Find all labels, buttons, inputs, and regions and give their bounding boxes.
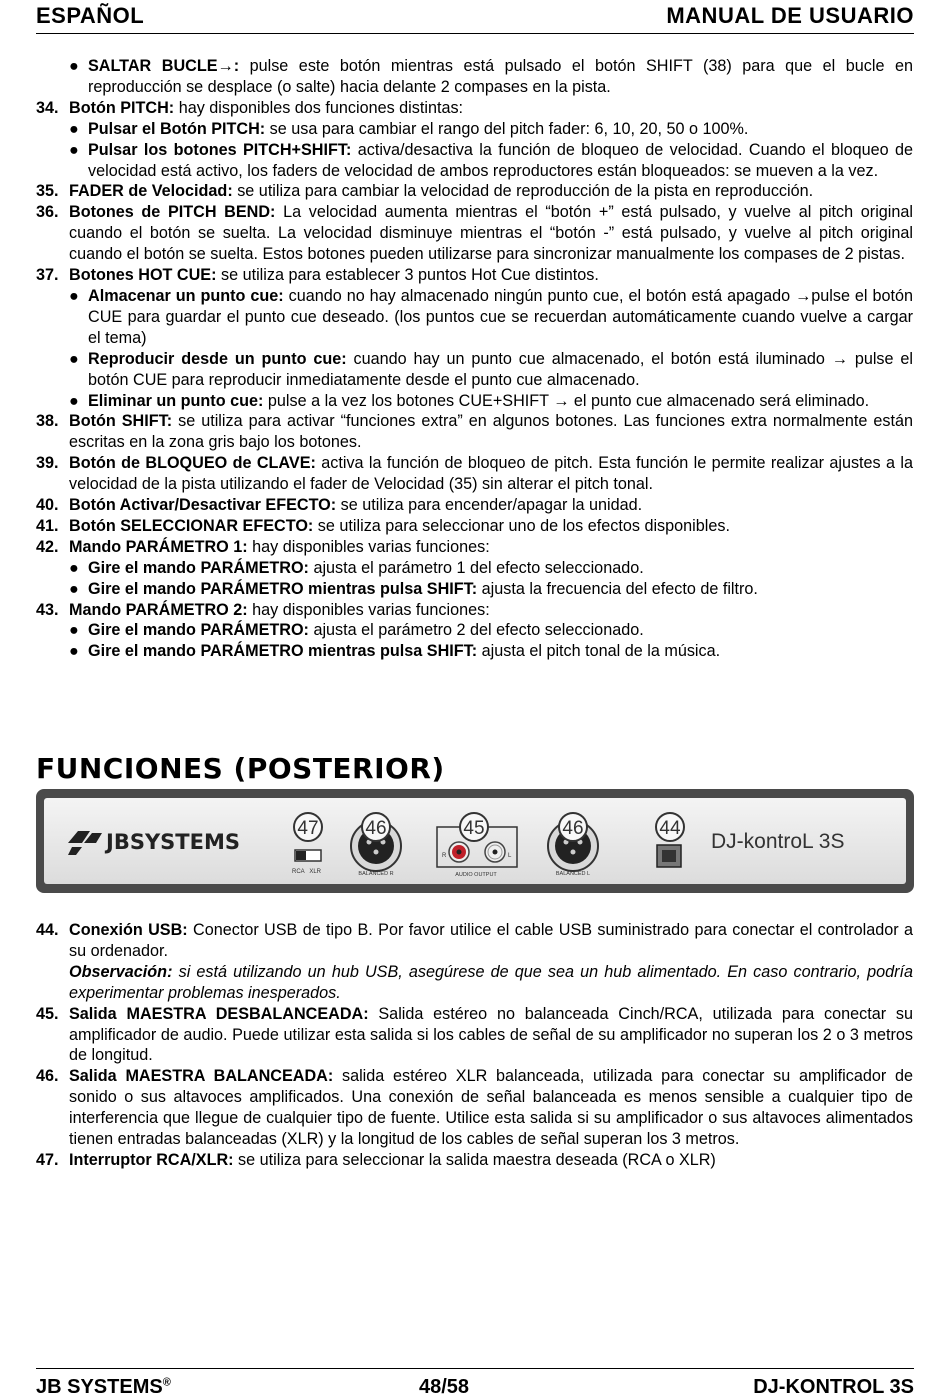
svg-text:46: 46 bbox=[562, 818, 584, 839]
svg-text:BALANCED L: BALANCED L bbox=[555, 871, 591, 877]
section-title: FUNCIONES (POSTERIOR) bbox=[36, 752, 445, 785]
svg-text:BALANCED R: BALANCED R bbox=[358, 871, 394, 877]
feature-list-rear bbox=[36, 920, 913, 1171]
list-item: 42. Mando PARÁMETRO 1: hay disponibles varias funciones: bbox=[36, 537, 490, 556]
brand-text: JBSYSTEMS bbox=[106, 830, 240, 854]
list-item: 35. FADER de Velocidad: se utiliza para cambiar la velocidad de reproducción de la pista en reproducción. bbox=[36, 182, 814, 201]
page-header bbox=[36, 0, 914, 34]
svg-text:AUDIO OUTPUT: AUDIO OUTPUT bbox=[455, 872, 497, 878]
list-item: ● Reproducir desde un punto cue: cuando hay un punto cue almacenado, el botón está iluminado → pulse el botón CUE para reproducir inmediatamente desde el punto cue almacenado. bbox=[69, 349, 914, 389]
list-item: 38. Botón SHIFT: se utiliza para activar “funciones extra” en algunos botones. Las funciones extra normalmente están escritas en la zona gris bajo los botones. bbox=[36, 412, 913, 452]
feature-list-top bbox=[36, 56, 913, 662]
footer-brand: JB SYSTEMS® bbox=[36, 1376, 171, 1398]
list-item: ● Eliminar un punto cue: pulse a la vez los botones CUE+SHIFT → el punto cue almacenado será eliminado. bbox=[69, 391, 870, 410]
list-item: ● Gire el mando PARÁMETRO: ajusta el parámetro 1 del efecto seleccionado. bbox=[69, 558, 644, 577]
list-item: 36. Botones de PITCH BEND: La velocidad aumenta mientras el “botón +” está pulsado, y vuelve al pitch original cuando el botón se suelta. La velocidad disminuye mientras el “botón -” está pulsado, y vuelve al pitch original cuando el botón se suelta. Estos botones pueden utilizarse para sincronizar manualmente los compases de 2 pistas. bbox=[36, 203, 913, 264]
svg-text:R: R bbox=[442, 853, 447, 859]
svg-text:47: 47 bbox=[297, 818, 319, 839]
list-item: ● Almacenar un punto cue: cuando no hay almacenado ningún punto cue, el botón está apagado →pulse el botón CUE para guardar el punto cue deseado. (los puntos cue se recuerdan automáticamente cuando vuelve a cargar el tema) bbox=[69, 286, 913, 347]
list-item: 44. Conexión USB: Conector USB de tipo B. Por favor utilice el cable USB suministrado para conectar el controlador a su ordenador. bbox=[36, 921, 913, 960]
list-item: 40. Botón Activar/Desactivar EFECTO: se utiliza para encender/apagar la unidad. bbox=[36, 496, 643, 515]
svg-text:44: 44 bbox=[659, 818, 681, 839]
list-item: ● Gire el mando PARÁMETRO: ajusta el parámetro 2 del efecto seleccionado. bbox=[69, 621, 644, 640]
list-item: ● Pulsar los botones PITCH+SHIFT: activa/desactiva la función de bloqueo de velocidad. Cuando el bloqueo de velocidad está activo, los faders de velocidad de ambos reproductores están bloqueados: se mueven a la vez. bbox=[69, 140, 914, 180]
page-number: 48/58 bbox=[419, 1376, 470, 1398]
header-manual-title: MANUAL DE USUARIO bbox=[666, 3, 914, 28]
page-footer bbox=[36, 1368, 914, 1398]
list-item: ● Gire el mando PARÁMETRO mientras pulsa SHIFT: ajusta la frecuencia del efecto de filtro. bbox=[69, 579, 758, 598]
svg-text:45: 45 bbox=[463, 818, 485, 839]
header-language: ESPAÑOL bbox=[36, 3, 145, 28]
note: Observación: si está utilizando un hub USB, asegúrese de que sea un hub alimentado. En caso contrario, podría experimentar problemas inesperados. bbox=[69, 962, 913, 1002]
rear-panel-image bbox=[36, 789, 914, 893]
list-item: 43. Mando PARÁMETRO 2: hay disponibles varias funciones: bbox=[36, 600, 490, 619]
model-text: DJ-kontroL 3S bbox=[711, 830, 845, 853]
list-item: 47. Interruptor RCA/XLR: se utiliza para seleccionar la salida maestra deseada (RCA o XLR) bbox=[36, 1150, 716, 1169]
list-item: 45. Salida MAESTRA DESBALANCEADA: Salida estéreo no balanceada Cinch/RCA, utilizada para conectar su amplificador de audio. Puede utilizar esta salida si los cables de señal de su amplificador no superan los 2 o 3 metros de longitud. bbox=[36, 1004, 913, 1065]
list-item: 46. Salida MAESTRA BALANCEADA: salida estéreo XLR balanceada, utilizada para conectar su amplificador de sonido o sus altavoces amplificados. Una conexión de señal balanceada es menos sensible a cualquier tipo de interferencia que llegue de cualquier tipo de fuente. Utilice esta salida si su amplificador o sus altavoces alimentados tienen entradas balanceadas (XLR) y la longitud de los cables de señal superan los 3 metros. bbox=[36, 1067, 913, 1149]
list-item: 34. Botón PITCH: hay disponibles dos funciones distintas: bbox=[36, 98, 464, 117]
list-item: 41. Botón SELECCIONAR EFECTO: se utiliza para seleccionar uno de los efectos disponibles. bbox=[36, 516, 730, 535]
list-item: ● SALTAR BUCLE→: pulse este botón mientras está pulsado el botón SHIFT (38) para que el bucle en reproducción se desplace (o salte) hacia delante 2 compases en la pista. bbox=[69, 57, 913, 96]
bullet: ● bbox=[69, 57, 79, 75]
svg-text:46: 46 bbox=[365, 818, 387, 839]
list-item: 39. Botón de BLOQUEO de CLAVE: activa la función de bloqueo de pitch. Esta función le permite realizar ajustes a la velocidad de la pista utilizando el fader de Velocidad (35) sin alterar el pitch tonal. bbox=[36, 454, 913, 494]
list-item: 37. Botones HOT CUE: se utiliza para establecer 3 puntos Hot Cue distintos. bbox=[36, 266, 599, 285]
footer-model: DJ-KONTROL 3S bbox=[753, 1376, 914, 1398]
svg-text:L: L bbox=[508, 853, 512, 859]
list-item: ● Pulsar el Botón PITCH: se usa para cambiar el rango del pitch fader: 6, 10, 20, 50 o 100%. bbox=[69, 119, 749, 138]
svg-text:RCA XLR: RCA XLR bbox=[292, 869, 322, 875]
list-item: ● Gire el mando PARÁMETRO mientras pulsa SHIFT: ajusta el pitch tonal de la música. bbox=[69, 642, 721, 661]
